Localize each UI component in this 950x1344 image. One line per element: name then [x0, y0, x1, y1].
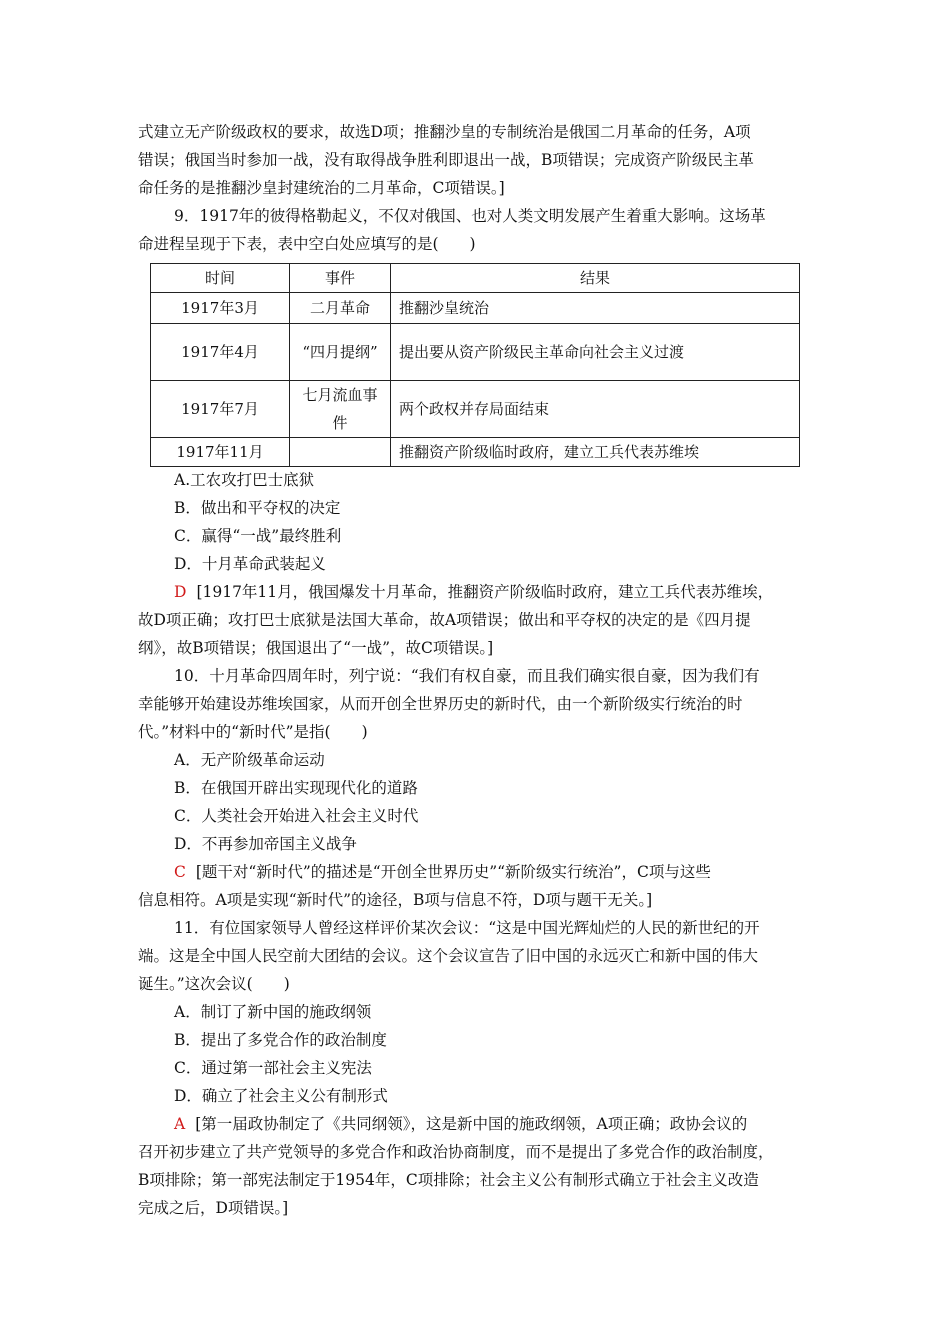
q11-stem-line: 11．有位国家领导人曾经这样评价某次会议：“这是中国光辉灿烂的人民的新世纪的开: [174, 919, 760, 937]
table-row: [151, 324, 800, 381]
table-cell-event-blank: [290, 438, 391, 467]
table-cell-result: 提出要从资产阶级民主革命向社会主义过渡: [391, 324, 800, 381]
q11-option-b: B．提出了多党合作的政治制度: [174, 1031, 387, 1049]
q9-answer-line: 纲》，故B项错误；俄国退出了“一战”，故C项错误。]: [138, 639, 494, 657]
q11-answer-text: [第一届政协制定了《共同纲领》，这是新中国的施政纲领，A项正确；政协会议的: [195, 1115, 748, 1133]
q11-answer-line: 召开初步建立了共产党领导的多党合作和政治协商制度，而不是提出了多党合作的政治制度，: [138, 1143, 774, 1161]
q11-answer-line: B项排除；第一部宪法制定于1954年，C项排除；社会主义公有制形式确立于社会主义改造: [138, 1171, 759, 1189]
q9-answer-text: [1917年11月，俄国爆发十月革命，推翻资产阶级临时政府，建立工兵代表苏维埃，: [196, 583, 774, 601]
table-cell-result: 两个政权并存局面结束: [391, 381, 800, 438]
prev-answer-line: 式建立无产阶级政权的要求，故选D项；推翻沙皇的专制统治是俄国二月革命的任务，A项: [138, 123, 751, 141]
q10-answer-text: [题干对“新时代”的描述是“开创全世界历史”“新阶级实行统治”，C项与这些: [195, 863, 711, 881]
q9-option-a: A.工农攻打巴士底狱: [174, 471, 315, 489]
q9-stem-line: 命进程呈现于下表，表中空白处应填写的是( ): [138, 235, 476, 253]
q9-option-d: D．十月革命武装起义: [174, 555, 326, 573]
q11-answer-letter: A: [174, 1115, 186, 1133]
table-cell-time: 1917年11月: [151, 438, 290, 467]
table-cell-event: 七月流血事件: [290, 381, 391, 438]
table-header-row: [151, 264, 800, 293]
q9-option-b: B．做出和平夺权的决定: [174, 499, 341, 517]
q9-answer-line: [138, 578, 818, 606]
q10-stem-line: 代。”材料中的“新时代”是指( ): [138, 723, 368, 741]
q11-option-d: D．确立了社会主义公有制形式: [174, 1087, 388, 1105]
table-row: [151, 438, 800, 467]
q10-answer-line: 信息相符。A项是实现“新时代”的途径，B项与信息不符，D项与题干无关。]: [138, 891, 653, 909]
table-row: [151, 293, 800, 324]
q9-table: [150, 263, 800, 467]
prev-answer-line: 命任务的是推翻沙皇封建统治的二月革命，C项错误。]: [138, 179, 505, 197]
table-header-event: 事件: [290, 264, 391, 293]
q10-option-b: B．在俄国开辟出实现现代化的道路: [174, 779, 418, 797]
q11-stem-line: 端。这是全中国人民空前大团结的会议。这个会议宣告了旧中国的永远灭亡和新中国的伟大: [138, 947, 759, 965]
q10-option-c: C．人类社会开始进入社会主义时代: [174, 807, 419, 825]
q11-stem-line: 诞生。”这次会议( ): [138, 975, 290, 993]
q11-answer-line: [138, 1110, 818, 1138]
table-cell-event: “四月提纲”: [290, 324, 391, 381]
table-row: [151, 381, 800, 438]
table-header-result: 结果: [391, 264, 800, 293]
q11-option-c: C．通过第一部社会主义宪法: [174, 1059, 372, 1077]
q9-option-c: C．赢得“一战”最终胜利: [174, 527, 342, 545]
table-cell-event: 二月革命: [290, 293, 391, 324]
q10-answer-letter: C: [174, 863, 186, 881]
q11-option-a: A．制订了新中国的施政纲领: [174, 1003, 372, 1021]
table-cell-time: 1917年4月: [151, 324, 290, 381]
q10-option-a: A．无产阶级革命运动: [174, 751, 325, 769]
q9-answer-letter: D: [174, 583, 187, 601]
q10-stem-line: 幸能够开始建设苏维埃国家，从而开创全世界历史的新时代，由一个新阶级实行统治的时: [138, 695, 743, 713]
table-cell-result: 推翻资产阶级临时政府，建立工兵代表苏维埃: [391, 438, 800, 467]
prev-answer-line: 错误；俄国当时参加一战，没有取得战争胜利即退出一战，B项错误；完成资产阶级民主革: [138, 151, 754, 169]
q10-answer-line: [138, 858, 818, 886]
q9-answer-line: 故D项正确；攻打巴士底狱是法国大革命，故A项错误；做出和平夺权的决定的是《四月提: [138, 611, 751, 629]
q11-answer-line: 完成之后，D项错误。]: [138, 1199, 289, 1217]
table-cell-time: 1917年7月: [151, 381, 290, 438]
table-cell-result: 推翻沙皇统治: [391, 293, 800, 324]
q9-stem-line: 9．1917年的彼得格勒起义，不仅对俄国、也对人类文明发展产生着重大影响。这场革: [174, 207, 766, 225]
q10-option-d: D．不再参加帝国主义战争: [174, 835, 357, 853]
table-header-time: 时间: [151, 264, 290, 293]
table-cell-time: 1917年3月: [151, 293, 290, 324]
q10-stem-line: 10．十月革命四周年时，列宁说：“我们有权自豪，而且我们确实很自豪，因为我们有: [174, 667, 760, 685]
